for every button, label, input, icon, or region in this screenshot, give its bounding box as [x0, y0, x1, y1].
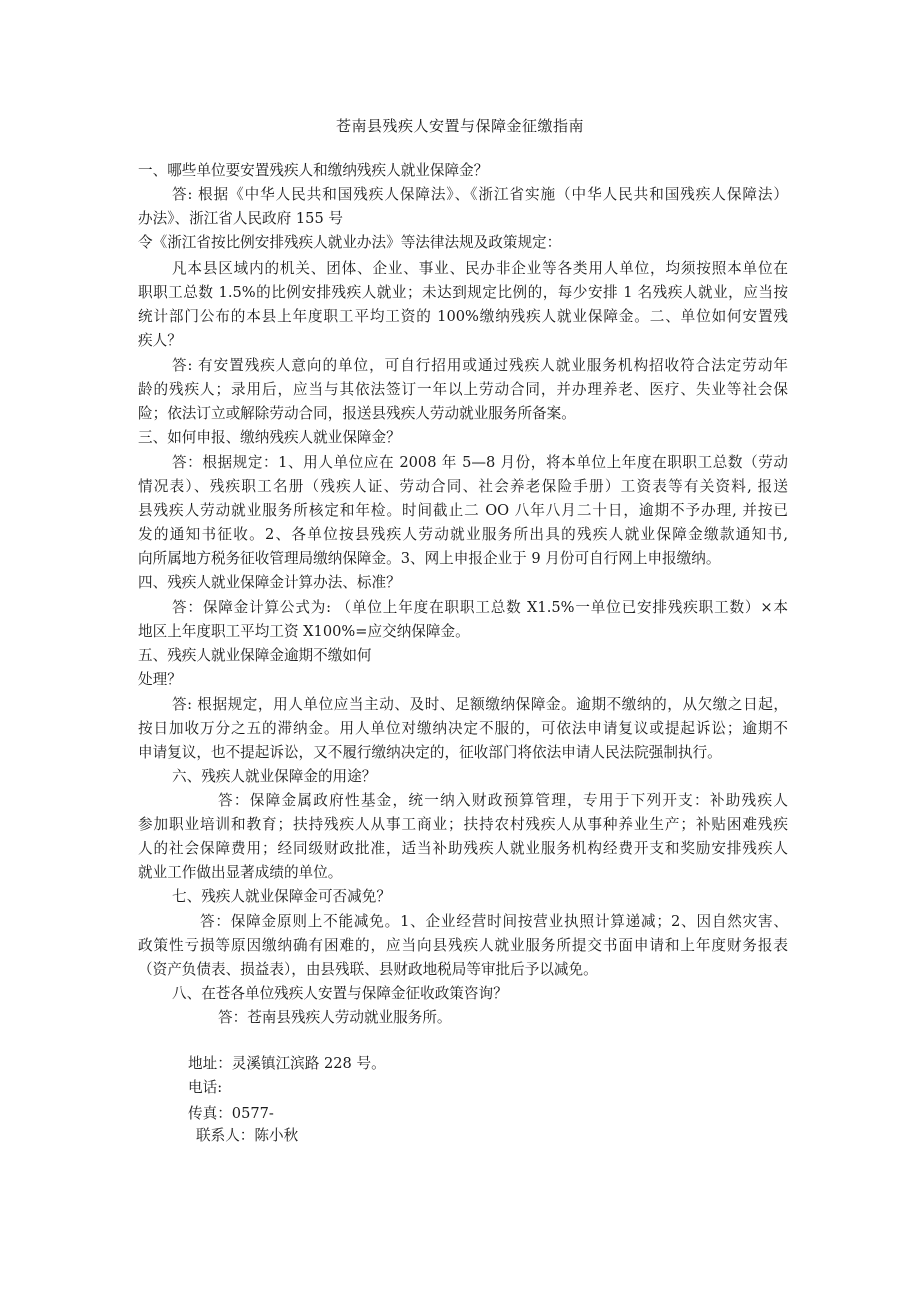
paragraph-line: 按日加收万分之五的滞纳金。用人单位对缴纳决定不服的，可依法申请复议或提起诉讼；逾期不	[138, 720, 788, 737]
section-heading: 五、残疾人就业保障金逾期不缴如何	[138, 647, 372, 664]
section-heading: 四、残疾人就业保障金计算办法、标准？	[138, 574, 401, 591]
paragraph-line: 县残疾人劳动就业服务所核定和年检。时间截止二 OO 八年八月二十日，逾期不予办理, 并按已	[138, 502, 788, 519]
paragraph-line: 答：保障金计算公式为: （单位上年度在职职工总数 X1.5%一单位已安排残疾职工数）×本	[172, 599, 788, 616]
paragraph-line: 向所属地方税务征收管理局缴纳保障金。3、网上申报企业于 9 月份可自行网上申报缴纳。	[138, 550, 721, 567]
paragraph-line: 人的社会保障费用；经同级财政批准，适当补助残疾人就业服务机构经费开支和奖励安排残疾人	[138, 840, 788, 857]
contact-fax: 传真：0577-	[188, 1105, 274, 1122]
paragraph-line: 答：苍南县残疾人劳动就业服务所。	[218, 1009, 452, 1026]
paragraph-line: 答: 根据《中华人民共和国残疾人保障法》、《浙江省实施（中华人民共和国残疾人保障法）	[172, 186, 788, 203]
paragraph-line: 情况表）、残疾职工名册（残疾人证、劳动合同、社会养老保险手册）工资表等有关资料, 报送	[138, 478, 788, 495]
paragraph-line: 答：保障金属政府性基金，统一纳入财政预算管理，专用于下列开支：补助残疾人	[218, 792, 788, 809]
document-title: 苍南县残疾人安置与保障金征缴指南	[335, 117, 584, 135]
section-heading: 八、在苍各单位残疾人安置与保障金征收政策咨询？	[172, 985, 508, 1002]
paragraph-line: 办法》、浙江省人民政府 155 号	[138, 210, 343, 227]
paragraph-line: 龄的残疾人；录用后，应当与其依法签订一年以上劳动合同，并办理养老、医疗、失业等社会保	[138, 381, 788, 398]
paragraph-line: 申请复议，也不提起诉讼，又不履行缴纳决定的，征收部门将依法申请人民法院强制执行。	[138, 744, 722, 761]
paragraph-line: 职职工总数 1.5%的比例安排残疾人就业；未达到规定比例的，每少安排 1 名残疾人就业，应当按	[138, 284, 788, 301]
paragraph-line: 答：保障金原则上不能减免。1、企业经营时间按营业执照计算递减；2、因自然灾害、	[200, 913, 788, 930]
paragraph-line: 就业工作做出显著成绩的单位。	[138, 864, 343, 881]
paragraph-line: 答: 根据规定，用人单位应当主动、及时、足额缴纳保障金。逾期不缴纳的，从欠缴之日起，	[172, 696, 788, 713]
paragraph-line: 地区上年度职工平均工资 X100%=应交纳保障金。	[138, 623, 470, 640]
section-heading: 处理？	[138, 671, 182, 688]
paragraph-line: 疾人？	[138, 332, 182, 349]
paragraph-line: 统计部门公布的本县上年度职工平均工资的 100%缴纳残疾人就业保障金。二、单位如何安置残	[138, 308, 788, 325]
contact-address: 地址：灵溪镇江滨路 228 号。	[188, 1055, 386, 1072]
section-heading: 一、哪些单位要安置残疾人和缴纳残疾人就业保障金？	[138, 162, 489, 179]
contact-person: 联系人：陈小秋	[196, 1127, 299, 1144]
paragraph-line: 答：根据规定：1、用人单位应在 2008 年 5—8 月份，将本单位上年度在职职工总数（劳动	[172, 454, 788, 471]
paragraph-line: 发的通知书征收。2、各单位按县残疾人劳动就业服务所出具的残疾人就业保障金缴款通知书,	[138, 526, 788, 543]
paragraph-line: 参加职业培训和教育；扶持残疾人从事工商业；扶持农村残疾人从事种养业生产；补贴困难残疾	[138, 816, 788, 833]
section-heading: 三、如何申报、缴纳残疾人就业保障金？	[138, 429, 401, 446]
section-heading: 六、残疾人就业保障金的用途？	[172, 768, 377, 785]
contact-phone: 电话:	[188, 1079, 223, 1096]
paragraph-line: 凡本县区域内的机关、团体、企业、事业、民办非企业等各类用人单位，均须按照本单位在	[172, 260, 788, 277]
section-heading: 七、残疾人就业保障金可否减免？	[172, 888, 391, 905]
paragraph-line: 险；依法订立或解除劳动合同，报送县残疾人劳动就业服务所备案。	[138, 405, 576, 422]
paragraph-line: 答: 有安置残疾人意向的单位，可自行招用或通过残疾人就业服务机构招收符合法定劳动年	[172, 357, 788, 374]
paragraph-line: 令《浙江省按比例安排残疾人就业办法》等法律法规及政策规定：	[138, 234, 562, 251]
paragraph-line: 政策性亏损等原因缴纳确有困难的，应当向县残疾人就业服务所提交书面申请和上年度财务报表	[138, 937, 788, 954]
paragraph-line: （资产负债表、损益表），由县残联、县财政地税局等审批后予以减免。	[138, 961, 598, 978]
